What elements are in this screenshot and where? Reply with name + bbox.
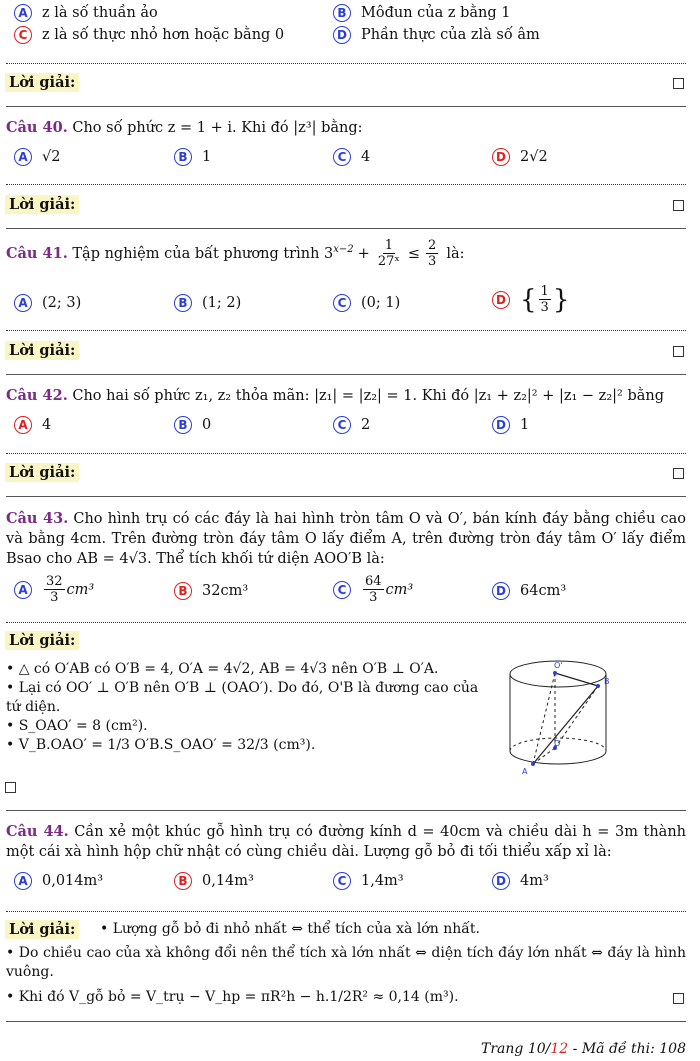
q40-option-d-text: 2√2: [520, 149, 548, 165]
checkbox[interactable]: [673, 993, 684, 1004]
unit: cm³: [385, 581, 414, 598]
q44-option-a-text: 0,014m³: [42, 873, 104, 889]
q44-solution: [6, 944, 686, 1007]
question-label: Câu 44.: [6, 823, 69, 840]
numerator: 32: [46, 574, 63, 589]
numerator: 1: [540, 284, 549, 299]
option-letter-a: A: [14, 416, 32, 434]
solution-line: • Do chiều cao của xà không đổi nên thể tích xà lớn nhất ⇔ diện tích đáy lớn nhất ⇔ đáy là hình vuông.: [6, 945, 686, 980]
q41-option-a[interactable]: [14, 294, 81, 312]
q41-option-a-text: (2; 3): [42, 295, 82, 311]
page-footer: [481, 1041, 686, 1057]
bottom-front-arc: [510, 751, 606, 764]
q40-question: [6, 118, 686, 138]
denominator: 27ˣ: [377, 254, 400, 269]
option-letter-d: D: [492, 872, 510, 890]
option-letter-c: C: [14, 26, 32, 44]
denominator: 3: [428, 254, 437, 269]
option-letter-d: D: [492, 582, 510, 600]
solution-label: Lời giải:: [5, 631, 79, 650]
q43-option-c[interactable]: [333, 574, 413, 605]
rule-separator: [6, 810, 686, 811]
question-text: Cho hình trụ có các đáy là hai hình tròn tâm O và O′, bán kính đáy bằng chiều cao và bằng 4cm. Trên đường tròn đáy tâm O lấy điểm A, trên đường tròn đáy tâm O′ lấy điểm Bsao cho AB = 4√3. Thể tích khối tứ diện AOO′B là:: [6, 511, 687, 567]
question-label: Câu 40.: [6, 119, 68, 136]
q39-option-b-text: Môđun của z bằng 1: [361, 5, 511, 21]
right-brace-icon: }: [552, 284, 570, 315]
q44-option-b[interactable]: [174, 872, 254, 890]
dotted-separator: [6, 63, 686, 64]
dotted-separator: [6, 911, 686, 912]
q43-question: [6, 509, 686, 569]
q44-option-d[interactable]: [492, 872, 549, 890]
q42-option-d[interactable]: [492, 416, 529, 434]
q39-option-d-text: Phần thực của zlà số âm: [361, 27, 540, 43]
label-o-prime: O': [554, 661, 563, 670]
option-letter-c: C: [333, 416, 351, 434]
label-a: A: [522, 767, 528, 776]
q42-option-a[interactable]: [14, 416, 51, 434]
rule-separator: [6, 228, 686, 229]
q42-option-b-text: 0: [202, 417, 212, 433]
q43-option-d[interactable]: [492, 582, 566, 600]
point-a: [531, 762, 535, 766]
checkbox[interactable]: [673, 346, 684, 357]
numerator: 2: [428, 238, 437, 253]
option-letter-a: A: [14, 148, 32, 166]
dotted-separator: [6, 453, 686, 454]
q44-option-d-text: 4m³: [520, 873, 549, 889]
option-letter-d: D: [492, 148, 510, 166]
q40-option-a-text: √2: [42, 149, 61, 165]
option-letter-c: C: [333, 294, 351, 312]
solution-line: • Lượng gỗ bỏ đi nhỏ nhất ⇔ thể tích của xà lớn nhất.: [100, 921, 480, 937]
footer-suffix: - Mã đề thi: 108: [568, 1041, 686, 1057]
option-letter-b: B: [174, 872, 192, 890]
solution-line: • Khi đó V_gỗ bỏ = V_trụ − V_hp = πR²h − h.1/2R² ≈ 0,14 (m³).: [6, 989, 459, 1005]
question-text: Cho hai số phức z₁, z₂ thỏa mãn: |z₁| = |z₂| = 1. Khi đó |z₁ + z₂|² + |z₁ − z₂|² bằng: [72, 388, 664, 404]
q39-option-a-text: z là số thuần ảo: [42, 5, 158, 21]
option-letter-d: D: [333, 26, 351, 44]
option-letter-d: D: [492, 291, 510, 309]
rule-separator: [6, 1021, 686, 1022]
q41-option-b-text: (1; 2): [202, 295, 242, 311]
fraction: [376, 238, 402, 269]
question-text: Cần xẻ một khúc gỗ hình trụ có đường kính d = 40cm và chiều dài h = 3m thành một cái xà hình hộp chữ nhật có cùng chiều dài. Lượng gỗ bỏ đi tối thiểu xấp xỉ là:: [6, 824, 687, 860]
option-letter-a: A: [14, 581, 32, 599]
question-label: Câu 42.: [6, 387, 68, 404]
fraction: [44, 574, 65, 605]
dotted-separator: [6, 330, 686, 331]
solution-line: • △ có O′AB có O′B = 4, O′A = 4√2, AB = 4√3 nên O′B ⊥ O′A.: [6, 661, 439, 677]
solution-label: Lời giải:: [5, 920, 79, 939]
q44-option-c[interactable]: [333, 872, 404, 890]
option-letter-b: B: [333, 4, 351, 22]
q44-solution-first: [100, 920, 685, 939]
label-o: O: [554, 739, 561, 748]
option-letter-b: B: [174, 148, 192, 166]
option-letter-b: B: [174, 416, 192, 434]
q42-option-a-text: 4: [42, 417, 52, 433]
point-b: [596, 684, 600, 688]
checkbox[interactable]: [673, 78, 684, 89]
option-letter-a: A: [14, 294, 32, 312]
point-o-prime: [553, 671, 557, 675]
q42-question: [6, 386, 686, 406]
numerator: 1: [384, 238, 393, 253]
q42-option-b[interactable]: [174, 416, 211, 434]
q43-option-b[interactable]: [174, 582, 248, 600]
q39-option-c-text: z là số thực nhỏ hơn hoặc bằng 0: [42, 27, 285, 43]
segment-o-b: [555, 686, 598, 748]
fraction: [539, 284, 551, 315]
segment-o-prime-b: [555, 673, 598, 686]
q41-question: [6, 238, 686, 269]
segment-a-b: [533, 686, 598, 764]
q44-option-b-text: 0,14m³: [202, 873, 254, 889]
question-label: Câu 43.: [6, 510, 69, 527]
solution-label: Lời giải:: [5, 73, 79, 92]
option-letter-c: C: [333, 581, 351, 599]
q44-option-c-text: 1,4m³: [361, 873, 404, 889]
option-letter-b: B: [174, 582, 192, 600]
option-letter-c: C: [333, 872, 351, 890]
option-letter-a: A: [14, 872, 32, 890]
q40-option-a[interactable]: [14, 148, 60, 166]
q41-option-b[interactable]: [174, 294, 241, 312]
question-text: Cho số phức z = 1 + i. Khi đó |z³| bằng:: [72, 120, 363, 136]
checkbox[interactable]: [5, 782, 16, 793]
solution-line: • Lại có OO′ ⊥ O′B nên O′B ⊥ (OAO′). Do đó, O'B là đương cao của tứ diện.: [6, 680, 479, 715]
solution-line: • V_B.OAO′ = 1/3 O′B.S_OAO′ = 32/3 (cm³).: [6, 737, 316, 753]
checkbox[interactable]: [673, 468, 684, 479]
solution-label: Lời giải:: [5, 195, 79, 214]
q40-option-b[interactable]: [174, 148, 211, 166]
q39-option-a[interactable]: [14, 4, 158, 22]
q42-option-d-text: 1: [520, 417, 530, 433]
q43-solution: [6, 660, 494, 755]
footer-prefix: Trang 10/: [481, 1041, 551, 1057]
question-text-end: là:: [446, 245, 465, 262]
option-letter-c: C: [333, 148, 351, 166]
footer-total: 12: [550, 1041, 569, 1057]
plus-sign: +: [357, 245, 370, 262]
checkbox[interactable]: [673, 200, 684, 211]
cylinder-figure: [500, 656, 635, 781]
exponent: x−2: [333, 244, 354, 255]
q43-option-a[interactable]: [14, 574, 94, 605]
label-b: B: [604, 677, 610, 686]
q41-option-d[interactable]: [492, 284, 569, 315]
denominator: 3: [50, 590, 59, 605]
q42-option-c-text: 2: [361, 417, 371, 433]
dotted-separator: [6, 184, 686, 185]
option-letter-d: D: [492, 416, 510, 434]
denominator: 3: [369, 590, 378, 605]
fraction: [363, 574, 384, 605]
unit: cm³: [66, 581, 95, 598]
fraction: [426, 238, 438, 269]
q44-option-a[interactable]: [14, 872, 103, 890]
solution-line: • S_OAO′ = 8 (cm²).: [6, 718, 148, 734]
q39-option-c[interactable]: [14, 26, 284, 44]
rule-separator: [6, 106, 686, 107]
question-text: Tập nghiệm của bất phương trình 3: [72, 245, 334, 262]
q43-option-b-text: 32cm³: [202, 583, 249, 599]
question-label: Câu 41.: [6, 244, 68, 262]
dotted-separator: [6, 622, 686, 623]
q39-option-d[interactable]: [333, 26, 540, 44]
q44-question: [6, 822, 686, 862]
q40-option-d[interactable]: [492, 148, 548, 166]
solution-label: Lời giải:: [5, 341, 79, 360]
q39-option-b[interactable]: [333, 4, 511, 22]
rule-separator: [6, 374, 686, 375]
solution-label: Lời giải:: [5, 463, 79, 482]
q41-option-c[interactable]: [333, 294, 400, 312]
q43-option-d-text: 64cm³: [520, 583, 567, 599]
left-brace-icon: {: [520, 284, 537, 315]
option-letter-b: B: [174, 294, 192, 312]
denominator: 3: [540, 300, 549, 315]
q40-option-c[interactable]: [333, 148, 370, 166]
rule-separator: [6, 496, 686, 497]
option-letter-a: A: [14, 4, 32, 22]
q42-option-c[interactable]: [333, 416, 370, 434]
leq-sign: ≤: [407, 245, 421, 262]
numerator: 64: [365, 574, 382, 589]
q40-option-c-text: 4: [361, 149, 371, 165]
q41-option-c-text: (0; 1): [361, 295, 401, 311]
q40-option-b-text: 1: [202, 149, 212, 165]
